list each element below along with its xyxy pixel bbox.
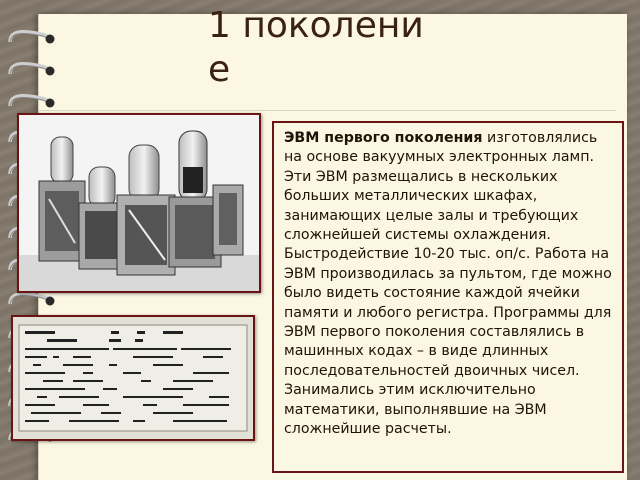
- description-text-box: [272, 121, 624, 473]
- binder-ring-icon: [6, 58, 58, 84]
- description-lead: ЭВМ первого поколения: [284, 130, 483, 146]
- page-title: 1 поколение: [208, 5, 424, 90]
- binder-ring-icon: [6, 26, 58, 52]
- description-body: изготовлялись на основе вакуумных электронных ламп. Эти ЭВМ размещались в нескольких больших металлических шкафах, занимающих целые залы и требующих сложнейшей системы охлаждения. Быстродействие 10-20 тыс. оп/с. Работа на ЭВМ производилась за пультом, где можно было видеть состояние каждой ячейки памяти и любого регистра. Программы для ЭВМ первого поколения составлялись в машинных кодах – в виде длинных последовательностей двоичных чисел. Занимались этим исключительно математики, выполнявшие на ЭВМ сложнейшие расчеты.: [284, 130, 612, 438]
- title-underline: [38, 110, 616, 111]
- punched-tape-photo: [11, 315, 255, 441]
- vacuum-tubes-photo: [17, 113, 261, 293]
